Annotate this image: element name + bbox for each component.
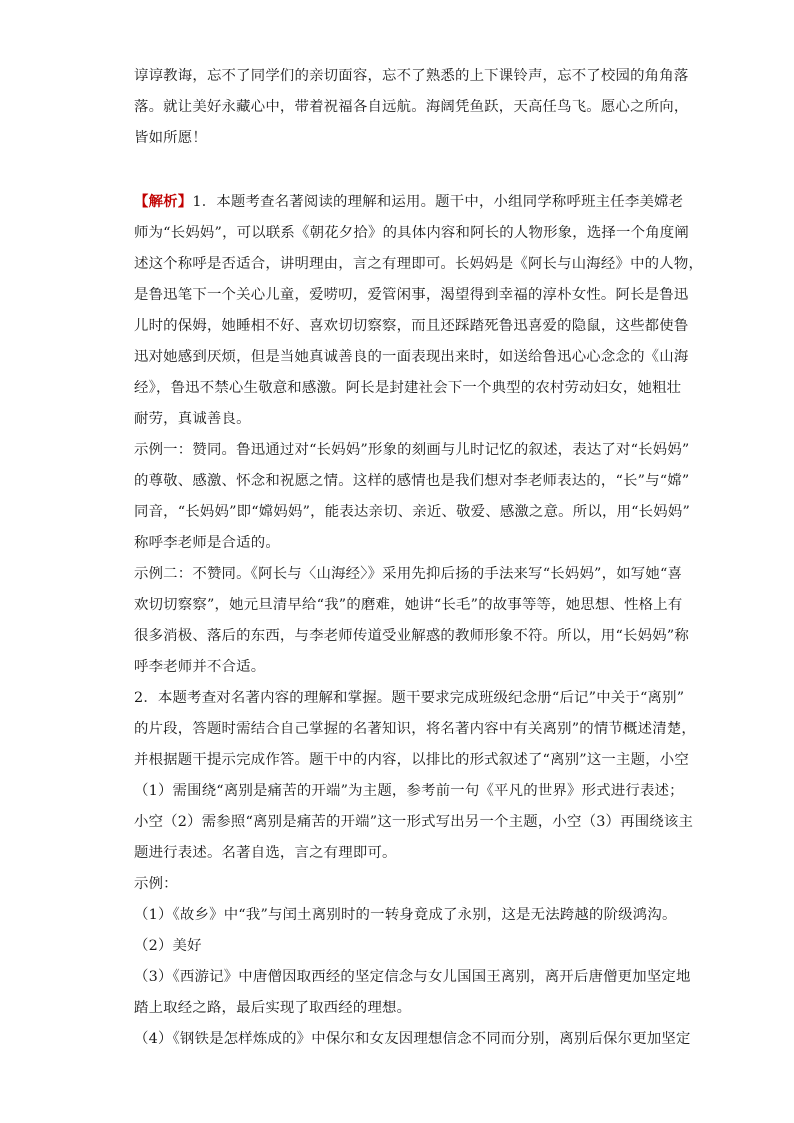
- analysis-tag: 【解析】: [134, 193, 193, 210]
- analysis-line: 欢切切察察”，她元旦清早给“我”的磨难，她讲“长毛”的故事等等，她思想、性格上有: [134, 597, 683, 613]
- example-item-4: （4）《钢铁是怎样炼成的》中保尔和女友因理想信念不同而分别，离别后保尔更加坚定: [134, 1031, 691, 1047]
- question-two-line: 2．本题考查对名著内容的理解和掌握。题干要求完成班级纪念册“后记”中关于“离别”: [134, 690, 685, 706]
- analysis-line: 题进行表述。名著自选，言之有理即可。: [134, 845, 397, 861]
- intro-line-2: 落。就让美好永藏心中，带着祝福各自远航。海阔凭鱼跃，天高任鸟飞。愿心之所向，: [134, 99, 689, 115]
- example-item-3: （3）《西游记》中唐僧因取西经的坚定信念与女儿国国王离别，离开后唐僧更加坚定地: [134, 969, 691, 985]
- analysis-line: 的尊敬、感激、怀念和祝愿之情。这样的感情也是我们想对李老师表达的，“长”与“嫦”: [134, 473, 690, 489]
- analysis-first-line-text: 1．本题考查名著阅读的理解和运用。题干中，小组同学称呼班主任李美嫦老: [192, 194, 684, 210]
- example-one-line: 示例一：赞同。鲁迅通过对“长妈妈”形象的刻画与儿时记忆的叙述，表达了对“长妈妈”: [134, 442, 690, 458]
- analysis-line: 师为“长妈妈”，可以联系《朝花夕拾》的具体内容和阿长的人物形象，选择一个角度阐: [134, 225, 689, 241]
- analysis-line: 小空（2）需参照“离别是痛苦的开端”这一形式写出另一个主题，小空（3）再围绕该主: [134, 814, 694, 830]
- analysis-line: 儿时的保姆，她睡相不好、喜欢切切察察，而且还踩踏死鲁迅喜爱的隐鼠，这些都使鲁: [134, 318, 689, 334]
- example-item-2: （2）美好: [134, 938, 202, 954]
- analysis-first-line: [134, 192, 683, 212]
- analysis-line: 很多消极、落后的东西，与李老师传道受业解惑的教师形象不符。所以，用“长妈妈”称: [134, 628, 689, 644]
- analysis-line: 的片段，答题时需结合自己掌握的名著知识，将名著内容中有关离别”的情节概述清楚，: [134, 721, 697, 737]
- analysis-line: 述这个称呼是否适合，讲明理由，言之有理即可。长妈妈是《阿长与山海经》中的人物，: [134, 256, 704, 272]
- example-two-line: 示例二：不赞同。《阿长与〈山海经〉》采用先抑后扬的手法来写“长妈妈”，如写她“喜: [134, 566, 683, 582]
- analysis-line: 耐劳，真诚善良。: [134, 411, 251, 427]
- analysis-line: 同音，“长妈妈”即“嫦妈妈”，能表达亲切、亲近、敬爱、感激之意。所以，用“长妈妈”: [134, 504, 691, 520]
- analysis-line: 踏上取经之路，最后实现了取西经的理想。: [134, 1000, 412, 1016]
- analysis-line: 并根据题干提示完成作答。题干中的内容，以排比的形式叙述了“离别”这一主题，小空: [134, 752, 689, 768]
- intro-line-3: 皆如所愿！: [134, 130, 207, 146]
- analysis-line: 经》，鲁迅不禁心生敬意和感激。阿长是封建社会下一个典型的农村劳动妇女，她粗壮: [134, 380, 682, 396]
- intro-line-1: 谆谆教诲，忘不了同学们的亲切面容，忘不了熟悉的上下课铃声，忘不了校园的角角落: [134, 68, 689, 84]
- analysis-line: 呼李老师并不合适。: [134, 659, 266, 675]
- example-label: 示例：: [134, 876, 178, 892]
- example-item-1: （1）《故乡》中“我”与闰土离别时的一转身竟成了永别，这是无法跨越的阶级鸿沟。: [134, 907, 677, 923]
- analysis-line: 迅对她感到厌烦，但是当她真诚善良的一面表现出来时，如送给鲁迅心心念念的《山海: [134, 349, 689, 365]
- analysis-line: 是鲁迅笔下一个关心儿童，爱唠叨，爱管闲事，渴望得到幸福的淳朴女性。阿长是鲁迅: [134, 287, 689, 303]
- analysis-line: （1）需围绕“离别是痛苦的开端”为主题，参考前一句《平凡的世界》形式进行表述；: [134, 783, 684, 799]
- analysis-line: 称呼李老师是合适的。: [134, 535, 280, 551]
